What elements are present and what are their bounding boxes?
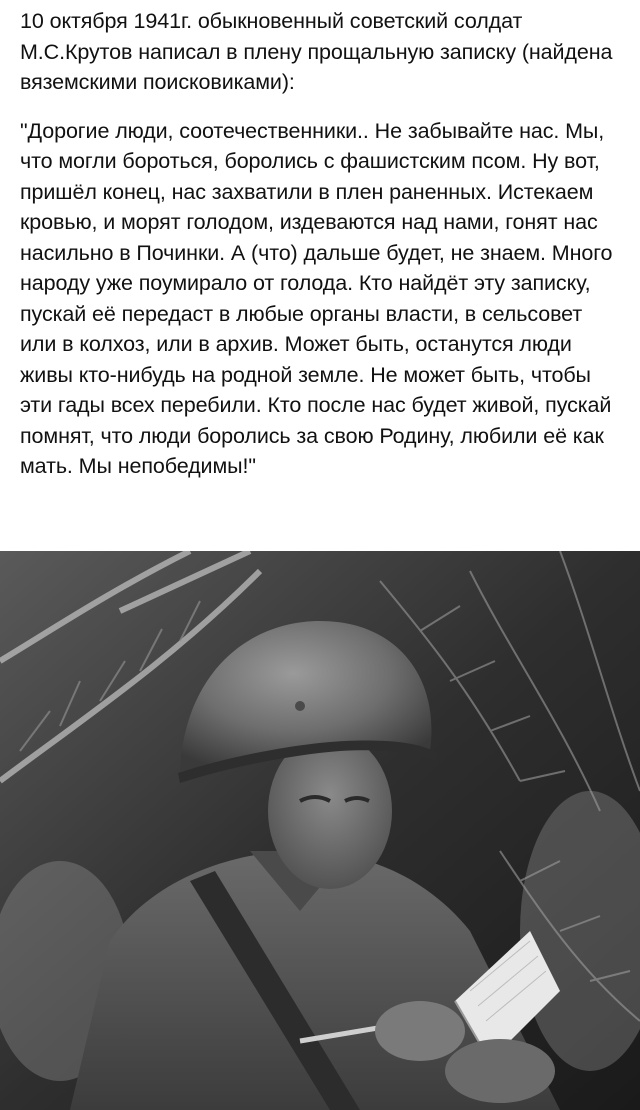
post-quote: "Дорогие люди, соотечественники.. Не забывайте нас. Мы, что могли бороться, боролись с фашистским псом. Ну вот, пришёл конец, нас захватили в плен раненных. Истекаем кровью, и морят голодом, издеваются над нами, гонят нас насильно в Починки. А (что) дальше будет, не знаем. Много народу уже поумирало от голода. Кто найдёт эту записку, пускай её передаст в любые органы власти, в сельсовет или в колхоз, или в архив. Может быть, останутся люди живы кто-нибудь на родной земле. Не может быть, чтобы эти гады всех перебили. Кто после нас будет живой, пускай помнят, что люди боролись за свою Родину, любили её как мать. Мы непобедимы!" [20,118,613,478]
post-text [20,6,620,482]
soldier-writing-illustration [0,551,640,1110]
soldier-photo [0,551,640,1110]
post-intro: 10 октября 1941г. обыкновенный советский солдат М.С.Крутов написал в плену прощальную записку (найдена вяземскими поисковиками): [20,9,613,94]
